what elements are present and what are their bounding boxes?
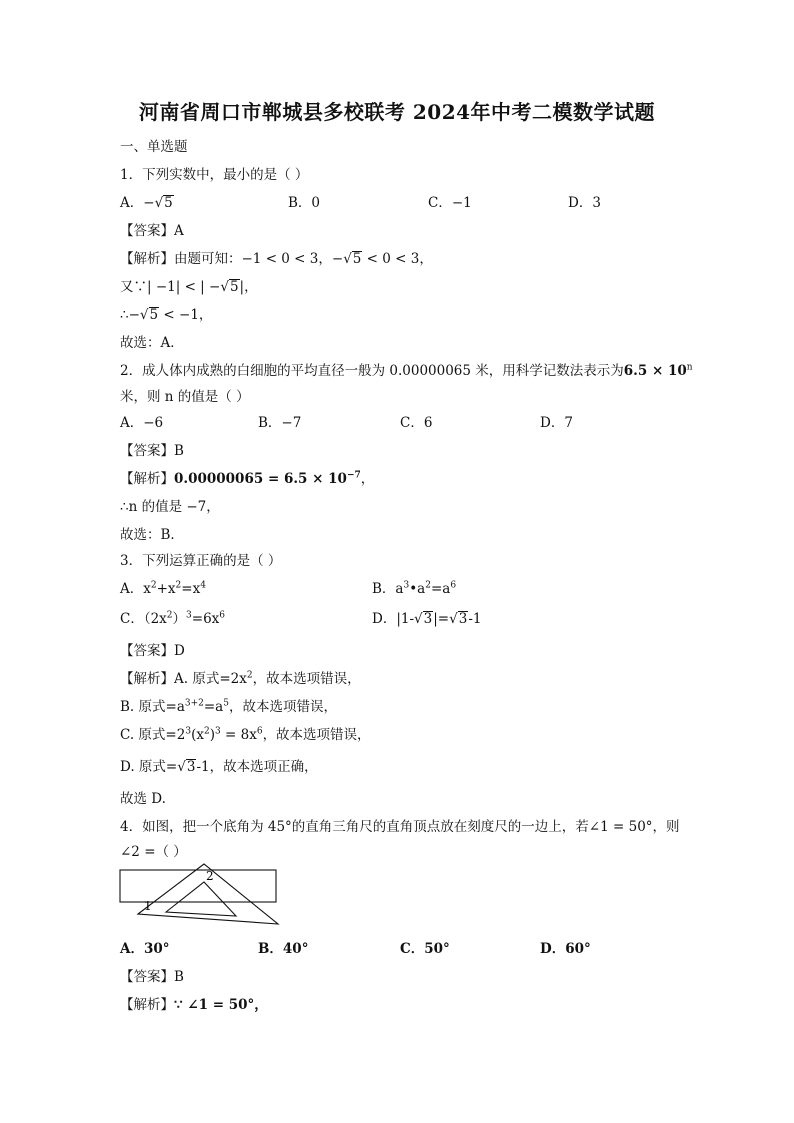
q3-option-b: B．$a^3•a^2=a^6$ [372, 580, 457, 597]
q2-option-a: A．−6 [120, 415, 164, 431]
q1-option-b: B．0 [288, 195, 321, 211]
q2-answer: 【答案】B [120, 443, 184, 459]
q3-stem: 3．下列运算正确的是（ ） [120, 553, 282, 569]
q2-explanation-2: ∴n 的值是 −7， [120, 499, 220, 515]
q3-explanation-4: D. 原式=√3-1，故本选项正确， [120, 759, 318, 775]
q1-explanation-3: ∴−√5 < −1， [120, 307, 213, 323]
q3-explanation-2: B. 原式$=a^{3+2}=a^5$，故本选项错误， [120, 698, 337, 715]
q3-explanation-1: 【解析】A. 原式$=2x^2$，故本选项错误， [120, 670, 361, 687]
q3-option-a: A．$x^2+x^2=x^4$ [120, 580, 206, 597]
angle-1-label: 1 [144, 899, 152, 913]
q3-option-c: C．$(2x^2)^3=6x^6$ [120, 610, 226, 627]
q2-stem: 2．成人体内成熟的白细胞的平均直径一般为 0.00000065 米，用科学记数法表示为$6.5 \times 10^n$ [120, 362, 693, 379]
section-heading: 一、单选题 [120, 139, 188, 155]
q3-explanation-5: 故选 D. [120, 791, 166, 807]
q3-answer: 【答案】D [120, 643, 185, 659]
triangle-inner [166, 882, 236, 916]
q4-stem: 4．如图，把一个底角为 45°的直角三角尺的直角顶点放在刻度尺的一边上，若∠1 = 50°，则 [120, 819, 680, 835]
ruler-shape [120, 870, 276, 902]
q1-option-c: C．−1 [428, 195, 472, 211]
q2-option-d: D．7 [540, 415, 573, 431]
q1-explanation-2: 又∵| −1| < | −√5|， [120, 279, 258, 295]
q4-answer: 【答案】B [120, 969, 184, 985]
q4-option-d: D．60° [540, 941, 591, 957]
q2-option-b: B．−7 [258, 415, 302, 431]
q2-explanation-1: 【解析】$0.00000065 = 6.5 \times 10^{-7}$， [120, 470, 375, 487]
q4-explanation-1: 【解析】∵ ∠1 = 50°， [120, 997, 268, 1013]
page-title: 河南省周口市郸城县多校联考 2024年中考二模数学试题 [138, 100, 656, 124]
q4-option-b: B．40° [258, 941, 309, 957]
q1-explanation-1: 【解析】由题可知：−1 < 0 < 3，−√5 < 0 < 3， [120, 251, 433, 267]
q4-option-a: A．30° [120, 941, 170, 957]
q2-explanation-3: 故选：B． [120, 527, 184, 543]
q1-stem: 1．下列实数中，最小的是（ ） [120, 167, 309, 183]
q2-option-c: C．6 [400, 415, 433, 431]
q1-option-d: D．3 [568, 195, 601, 211]
q1-answer: 【答案】A [120, 223, 184, 239]
q1-explanation-4: 故选：A． [120, 335, 184, 351]
q1-option-a: A．−√5 [120, 195, 173, 211]
ruler-triangle-figure [118, 862, 288, 932]
q2-stem-continued: 米，则 n 的值是（ ） [120, 389, 250, 405]
q3-option-d: D．|1-√3|=√3-1 [372, 611, 482, 627]
q4-option-c: C．50° [400, 941, 450, 957]
angle-2-label: 2 [206, 869, 214, 883]
q3-explanation-3: C. 原式$=2^3(x^2)^3 = 8x^6$，故本选项错误， [120, 726, 371, 743]
q4-stem-continued: ∠2 =（ ） [120, 844, 187, 860]
